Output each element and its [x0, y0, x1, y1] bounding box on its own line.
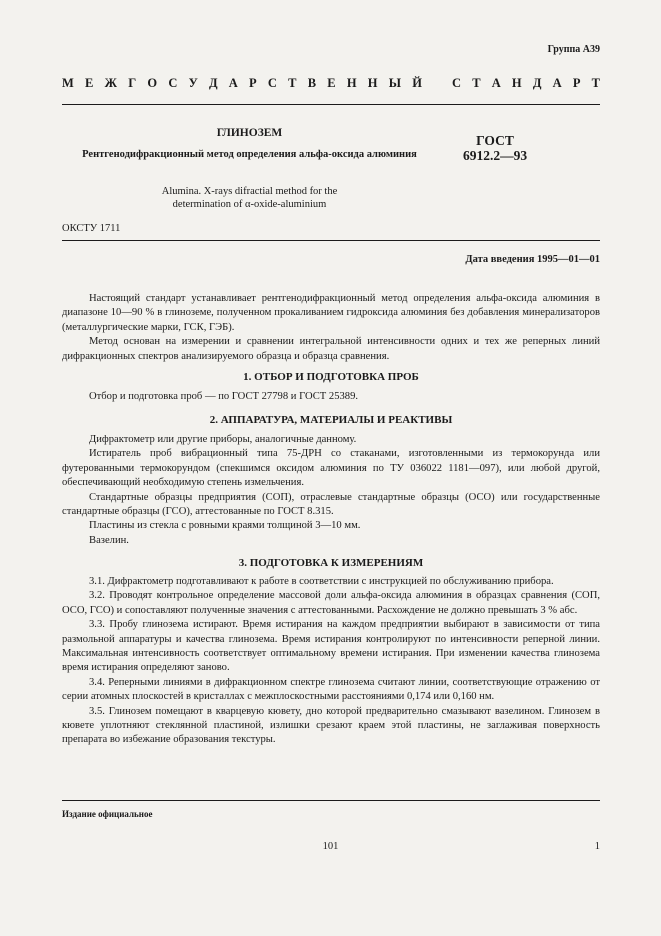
introduction-date: Дата введения 1995—01—01 [465, 254, 600, 265]
banner-letter: С [452, 76, 462, 90]
official-edition-label: Издание официальное [62, 809, 153, 819]
section-3-text [62, 575, 600, 748]
banner-letter: В [307, 76, 317, 90]
banner-letter: Д [532, 76, 542, 90]
english-title [62, 186, 437, 211]
banner-letter: Т [288, 76, 297, 90]
paragraph: Дифрактометр или другие приборы, аналогичные данному. [89, 434, 357, 445]
footer-rule [62, 800, 600, 801]
standard-banner [62, 76, 600, 91]
paragraph: Метод основан на измерении и сравнении интегральной интенсивности одних и тех же реперных линий дифракционных спектров анализируемого образца и образца сравнения. [62, 336, 600, 362]
banner-word-interstate [62, 76, 422, 91]
gost-number: 6912.2—93 [462, 148, 528, 163]
gost-designation [440, 133, 550, 163]
page-number: 101 [322, 841, 339, 852]
paragraph: 3.4. Реперными линиями в дифракционном спектре глинозема считают линии, соответствующие отражению от серии атомных плоскостей в кристаллах с межплоскостными расстояниями 0,174 или 0,160 нм. [62, 676, 600, 703]
english-title-line: Alumina. X-rays difractial method for the [161, 186, 338, 197]
paragraph: 3.1. Дифрактометр подготавливают к работе в соответствии с инструкцией по обслуживанию прибора. [89, 576, 554, 587]
banner-letter: А [552, 76, 562, 90]
banner-letter: С [168, 76, 178, 90]
banner-letter: Е [327, 76, 336, 90]
section-1-text [62, 390, 600, 404]
banner-letter: Д [208, 76, 218, 90]
paragraph: Настоящий стандарт устанавливает рентгенодифракционный метод определения альфа-оксида алюминия в диапазоне 10—90 % в глиноземе, полученном прокаливанием гидроксида алюминия без добавления минерализаторов (металлургические марки, ГСК, ГЭБ). [62, 293, 600, 333]
header-rule [62, 104, 600, 105]
banner-letter: Н [367, 76, 378, 90]
paragraph: Истиратель проб вибрационный типа 75-ДРН со стаканами, изготовленными из термокорунда или футерованными термокорундом (спекшимся оксидом алюминия по ТУ 036022 1181—097), или любой другой, обеспечивающий необходимую степень измельчения. [62, 448, 600, 489]
section-2-title: 2. АППАРАТУРА, МАТЕРИАЛЫ И РЕАКТИВЫ [209, 414, 453, 426]
banner-letter: А [491, 76, 501, 90]
banner-letter: Й [412, 76, 422, 90]
banner-word-standard [452, 76, 600, 91]
banner-letter: Г [128, 76, 137, 90]
gost-label: ГОСТ [476, 133, 514, 148]
banner-letter: Т [591, 76, 600, 90]
okstu-rule [62, 240, 600, 241]
banner-letter: А [228, 76, 238, 90]
banner-letter: Т [472, 76, 481, 90]
banner-letter: Ы [388, 76, 402, 90]
banner-letter: М [62, 76, 74, 90]
paragraph: Вазелин. [89, 534, 129, 546]
section-3-title: 3. ПОДГОТОВКА К ИЗМЕРЕНИЯМ [238, 557, 424, 569]
paragraph: Пластины из стекла с ровными краями толщиной 3—10 мм. [89, 520, 361, 532]
paragraph: 3.5. Глинозем помещают в кварцевую кювету, дно которой предварительно смазывают вазелином. Глинозем в кювете уплотняют стеклянной пластиной, излишки срезают краем этой пластины, не заглаживая поверхность препарата во избежание образования текстуры. [62, 705, 600, 746]
section-2-text [62, 433, 600, 548]
paragraph: Стандартные образцы предприятия (СОП), отраслевые стандартные образцы (ОСО) или государственные стандартные образцы (ГСО), аттестованные по ГОСТ 8.315. [62, 491, 600, 518]
sheet-number: 1 [594, 841, 600, 852]
banner-letter: С [267, 76, 277, 90]
banner-letter: Р [249, 76, 257, 90]
banner-letter: О [147, 76, 158, 90]
paragraph: 3.2. Проводят контрольное определение массовой доли альфа-оксида алюминия в образцах сравнения (СОП, ОСО, ГСО) и сопоставляют полученные значения с аттестованными. Расхождение не должно превышать 3 % абс. [62, 590, 600, 616]
banner-letter: Ж [104, 76, 117, 90]
banner-letter: Н [346, 76, 357, 90]
english-title-line: determination of α-oxide-aluminium [172, 198, 327, 210]
document-subtitle: Рентгенодифракционный метод определения альфа-оксида алюминия [82, 149, 417, 160]
document-title: ГЛИНОЗЕМ [216, 127, 283, 139]
paragraph: Отбор и подготовка проб — по ГОСТ 27798 и ГОСТ 25389. [89, 391, 359, 402]
banner-letter: У [188, 76, 198, 90]
okstu-code: ОКСТУ 1711 [62, 223, 121, 234]
group-label: Группа А39 [547, 44, 600, 55]
section-1-title: 1. ОТБОР И ПОДГОТОВКА ПРОБ [243, 371, 419, 383]
banner-letter: Н [511, 76, 522, 90]
paragraph: 3.3. Пробу глинозема истирают. Время истирания на каждом предприятии выбирают в зависимости от типа размольной аппаратуры и качества глинозема. Время истирания контролируют по интенсивности реперной линии. Максимальная интенсивность соответствует оптимальному времени истирания. При изменении качества глинозема время истирания определяют заново. [62, 619, 600, 674]
banner-letter: Е [85, 76, 94, 90]
banner-letter: Р [572, 76, 581, 90]
intro-text [62, 292, 600, 364]
